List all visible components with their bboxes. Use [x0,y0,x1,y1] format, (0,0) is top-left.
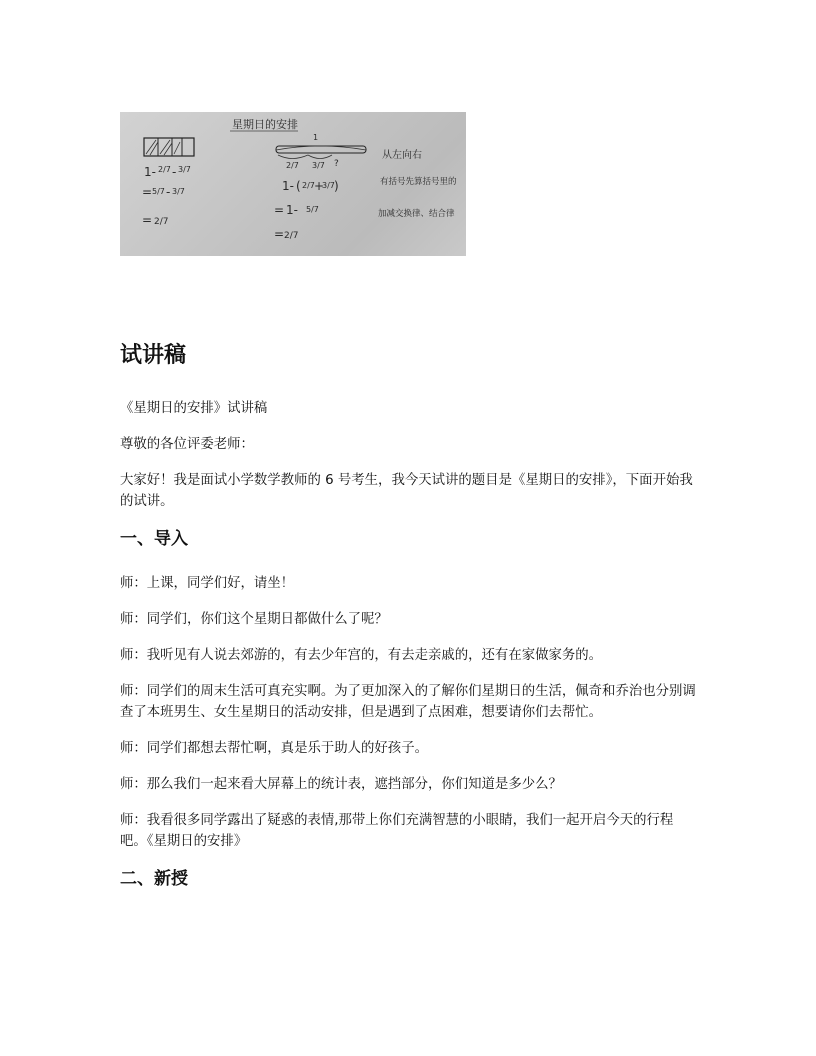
svg-text:3/7: 3/7 [178,165,191,174]
paragraph: 师：同学们的周末生活可真充实啊。为了更加深入的了解你们星期日的生活，佩奇和乔治也分别调查了本班男生、女生星期日的活动安排，但是遇到了点困难，想要请你们去帮忙。 [120,684,696,720]
svg-text:=: = [142,213,153,227]
svg-text:2/7: 2/7 [286,161,299,170]
svg-text:2/7: 2/7 [154,217,169,227]
photo-title: 星期日的安排 [232,118,298,131]
paragraph: 师：那么我们一起来看大屏幕上的统计表，遮挡部分，你们知道是多少么？ [120,777,562,792]
segment-diagram [276,133,366,170]
section-heading-new-lesson: 二、新授 [120,869,188,889]
svg-text:1-: 1- [286,203,298,217]
paragraph: 师：我听见有人说去郊游的，有去少年宫的，有去走亲戚的，还有在家做家务的。 [120,648,603,663]
svg-text:3/7: 3/7 [322,181,335,190]
svg-text:加减交换律、结合律: 加减交换律、结合律 [378,209,455,219]
section-heading-intro: 一、导入 [120,529,188,549]
svg-text:(: ( [296,179,301,193]
middle-calculation [274,179,339,241]
svg-text:5/7: 5/7 [152,187,165,196]
greeting: 尊敬的各位评委老师： [120,437,254,452]
handwritten-notes-photo [120,112,466,256]
svg-text:3/7: 3/7 [172,187,185,196]
svg-text:1-: 1- [282,179,294,193]
svg-text:-: - [166,185,171,199]
svg-text:=: = [274,203,285,217]
document-title: 试讲稿 [120,343,187,368]
bar-diagram [144,138,194,156]
svg-text:2/7: 2/7 [284,231,299,241]
svg-text:?: ? [334,159,339,169]
paragraph: 师：上课，同学们好，请坐！ [120,576,295,591]
document-body [120,340,696,913]
svg-text:3/7: 3/7 [312,161,325,170]
svg-text:+: + [314,179,325,193]
paragraph: 师：我看很多同学露出了疑惑的表情,那带上你们充满智慧的小眼睛，我们一起开启今天的行程吧。《星期日的安排》 [120,813,674,849]
svg-text:2/7: 2/7 [158,165,171,174]
handwritten-notes-drawing [120,112,466,256]
svg-text:有括号先算括号里的: 有括号先算括号里的 [380,177,457,187]
svg-text:=: = [142,185,153,199]
svg-text:): ) [334,179,339,193]
svg-text:=: = [274,227,285,241]
svg-text:2/7: 2/7 [302,181,315,190]
paragraph: 师：同学们，你们这个星期日都做什么了呢？ [120,612,388,627]
svg-text:1-: 1- [144,165,156,179]
intro-paragraph: 大家好！我是面试小学数学教师的 6 号考生，我今天试讲的题目是《星期日的安排》，下面开始我的试讲。 [120,473,693,509]
right-notes [378,148,457,219]
paragraph: 师：同学们都想去帮忙啊，真是乐于助人的好孩子。 [120,741,428,756]
svg-text:从左向右: 从左向右 [382,150,422,161]
document-subtitle: 《星期日的安排》试讲稿 [120,401,268,416]
svg-text:5/7: 5/7 [306,205,319,214]
svg-text:-: - [172,165,177,179]
left-calculation [142,165,191,227]
svg-text:1: 1 [313,133,319,142]
